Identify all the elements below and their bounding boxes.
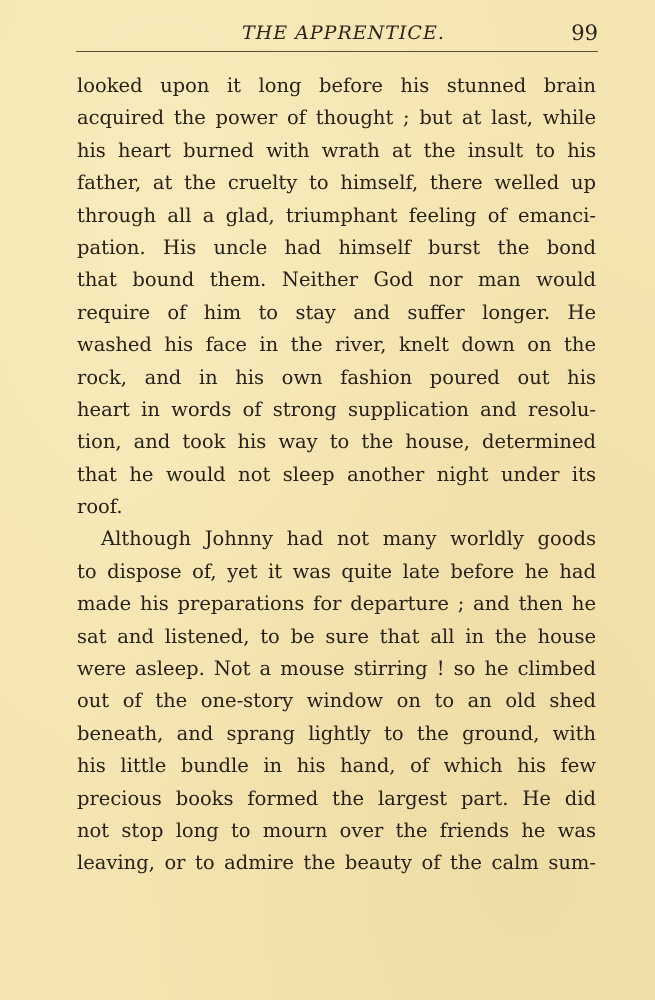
text-line: heart in words of strong supplication and resolu- — [77, 397, 596, 421]
text-line: acquired the power of thought ; but at last, while — [77, 106, 596, 130]
text-line: rock, and in his own fashion poured out his — [77, 365, 596, 389]
text-line: through all a glad, triumphant feeling of emanci- — [77, 203, 596, 227]
text-line: not stop long to mourn over the friends he was — [77, 818, 596, 842]
text-line: were asleep. Not a mouse stirring ! so he climbed — [77, 657, 596, 681]
text-line: out of the one-story window on to an old shed — [77, 689, 596, 713]
text-line: that he would not sleep another night under its — [77, 462, 596, 486]
text-line: looked upon it long before his stunned brain — [77, 74, 596, 97]
text-line: that bound them. Neither God nor man would — [77, 268, 596, 292]
text-line: his little bundle in his hand, of which his few — [77, 754, 596, 778]
text-line: made his preparations for departure ; and then he — [77, 592, 596, 616]
text-line: to dispose of, yet it was quite late before he had — [77, 559, 596, 583]
text-line: tion, and took his way to the house, determined — [77, 430, 596, 454]
text-line: his heart burned with wrath at the insult to his — [77, 138, 596, 162]
page-number: 99 — [571, 21, 598, 45]
text-line: leaving, or to admire the beauty of the calm sum- — [77, 851, 596, 875]
text-line: beneath, and sprang lightly to the ground, with — [77, 721, 596, 745]
text-line: pation. His uncle had himself burst the bond — [77, 235, 596, 259]
text-line: require of him to stay and suffer longer. He — [77, 300, 596, 324]
running-title: THE APPRENTICE. — [242, 22, 445, 44]
running-header — [76, 19, 598, 52]
paragraph-start-line: Although Johnny had not many worldly goods — [101, 527, 596, 551]
body-text — [77, 70, 596, 880]
text-line: father, at the cruelty to himself, there welled up — [77, 171, 596, 195]
text-line: precious books formed the largest part. He did — [77, 786, 596, 810]
text-line: sat and listened, to be sure that all in the house — [77, 624, 596, 648]
paragraph-end-line: roof. — [77, 495, 123, 519]
text-line: washed his face in the river, knelt down on the — [77, 333, 596, 357]
